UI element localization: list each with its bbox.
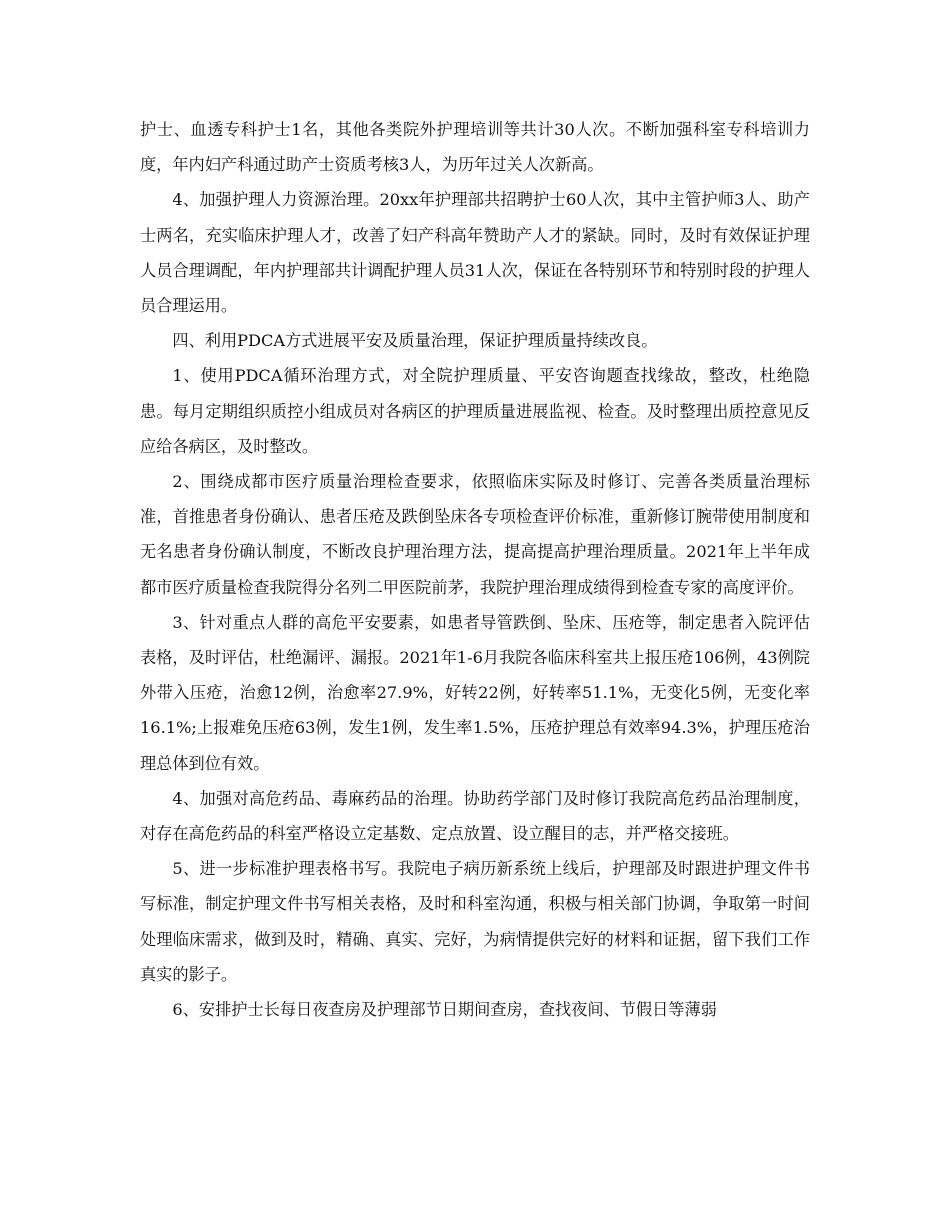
paragraph-item-1-pdca: 1、使用PDCA循环治理方式，对全院护理质量、平安咨询题查找缘故，整改，杜绝隐患。每月定期组织质控小组成员对各病区的护理质量进展监视、检查。及时整理出质控意见反应给各病区，及时整改。: [140, 366, 810, 456]
document-body: [140, 112, 810, 1027]
paragraph-continuation: 护士、血透专科护士1名，其他各类院外护理培训等共计30人次。不断加强科室专科培训力度，年内妇产科通过助产士资质考核3人，为历年过关人次新高。: [140, 120, 810, 175]
paragraph-item-3-pressure-ulcers: 3、针对重点人群的高危平安要素，如患者导管跌倒、坠床、压疮等，制定患者入院评估表格，及时评估，杜绝漏评、漏报。2021年1-6月我院各临床科室共上报压疮106例，43例院外带入压疮，治愈12例，治愈率27.9%，好转22例，好转率51.1%，无变化5例，无变化率16.1%;上报难免压疮63例，发生1例，发生率1.5%，压疮护理总有效率94.3%，护理压疮治理总体到位有效。: [140, 612, 810, 773]
paragraph-item-4-staffing: 4、加强护理人力资源治理。20xx年护理部共招聘护士60人次，其中主管护师3人、助产士两名，充实临床护理人才，改善了妇产科高年赞助产人才的紧缺。同时，及时有效保证护理人员合理调配，年内护理部共计调配护理人员31人次，保证在各特别环节和特别时段的护理人员合理运用。: [140, 190, 810, 316]
paragraph-item-2-standards: 2、围绕成都市医疗质量治理检查要求，依照临床实际及时修订、完善各类质量治理标准，首推患者身份确认、患者压疮及跌倒坠床各专项检查评价标准，重新修订腕带使用制度和无名患者身份确认制度，不断改良护理治理方法，提高提高护理治理质量。2021年上半年成都市医疗质量检查我院得分名列二甲医院前茅，我院护理治理成绩得到检查专家的高度评价。: [140, 472, 810, 597]
paragraph-item-4-drugs: 4、加强对高危药品、毒麻药品的治理。协助药学部门及时修订我院高危药品治理制度，对存在高危药品的科室严格设立定基数、定点放置、设立醒目的志，并严格交接班。: [140, 788, 810, 844]
paragraph-item-5-records: 5、进一步标准护理表格书写。我院电子病历新系统上线后，护理部及时跟进护理文件书写标准，制定护理文件书写相关表格，及时和科室沟通，积极与相关部门协调，争取第一时间处理临床需求，做到及时，精确、真实、完好，为病情提供完好的材料和证据，留下我们工作真实的影子。: [140, 859, 810, 984]
paragraph-item-6-rounds: 6、安排护士长每日夜查房及护理部节日期间查房，查找夜间、节假日等薄弱: [172, 1000, 717, 1020]
section-heading-four: 四、利用PDCA方式进展平安及质量治理，保证护理质量持续改良。: [172, 331, 658, 351]
